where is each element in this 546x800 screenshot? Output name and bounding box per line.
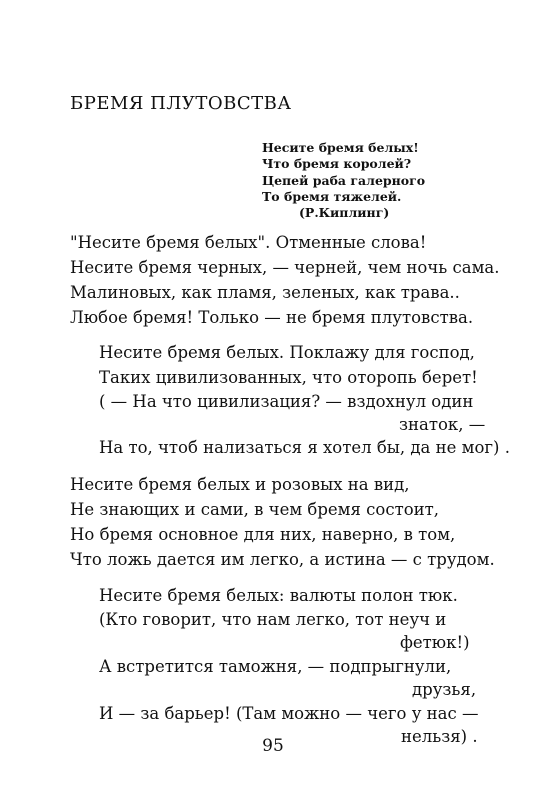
page-number: 95 <box>262 736 284 756</box>
stanza-4-line-1: Несите бремя белых: валюты полон тюк. <box>99 586 458 605</box>
stanza-4-line-4: И — за барьер! (Там можно — чего у нас — <box>99 704 479 723</box>
stanza-4-line-4-wrap: нельзя) . <box>401 727 478 746</box>
stanza-2-line-2: Таких цивилизованных, что оторопь берет! <box>99 368 478 387</box>
epigraph-line: То бремя тяжелей. <box>262 188 402 204</box>
epigraph-attribution: (Р.Киплинг) <box>299 205 390 221</box>
epigraph-line: Что бремя королей? <box>262 156 412 172</box>
epigraph <box>262 140 425 221</box>
epigraph-line: Цепей раба галерного <box>262 172 426 188</box>
epigraph-line: Несите бремя белых! <box>262 140 419 155</box>
stanza-4-line-3-wrap: друзья, <box>412 680 477 699</box>
stanza-4-line-3: А встретится таможня, — подпрыгнули, <box>99 657 452 676</box>
stanza-1-line-3: Малиновых, как пламя, зеленых, как трава.. <box>70 283 460 302</box>
stanza-4-line-2-wrap: фетюк!) <box>400 633 470 652</box>
stanza-3-line-3: Но бремя основное для них, наверно, в том, <box>70 525 456 544</box>
stanza-2-line-4: На то, чтоб нализаться я хотел бы, да не мог) . <box>99 438 510 457</box>
poem-title: БРЕМЯ ПЛУТОВСТВА <box>70 93 292 114</box>
stanza-2-line-1: Несите бремя белых. Поклажу для господ, <box>99 343 475 362</box>
stanza-2-line-3-wrap: знаток, — <box>399 415 486 434</box>
stanza-3-line-1: Несите бремя белых и розовых на вид, <box>70 475 410 494</box>
stanza-1-line-2: Несите бремя черных, — черней, чем ночь сама. <box>70 258 500 277</box>
stanza-1-line-1: "Несите бремя белых". Отменные слова! <box>70 233 427 252</box>
stanza-2-line-3: ( — На что цивилизация? — вздохнул один <box>99 392 474 411</box>
stanza-1-line-4: Любое бремя! Только — не бремя плутовства. <box>70 308 474 327</box>
stanza-4-line-2: (Кто говорит, что нам легко, тот неуч и <box>99 610 447 629</box>
stanza-3-line-2: Не знающих и сами, в чем бремя состоит, <box>70 500 440 519</box>
stanza-3-line-4: Что ложь дается им легко, а истина — с трудом. <box>70 550 495 569</box>
